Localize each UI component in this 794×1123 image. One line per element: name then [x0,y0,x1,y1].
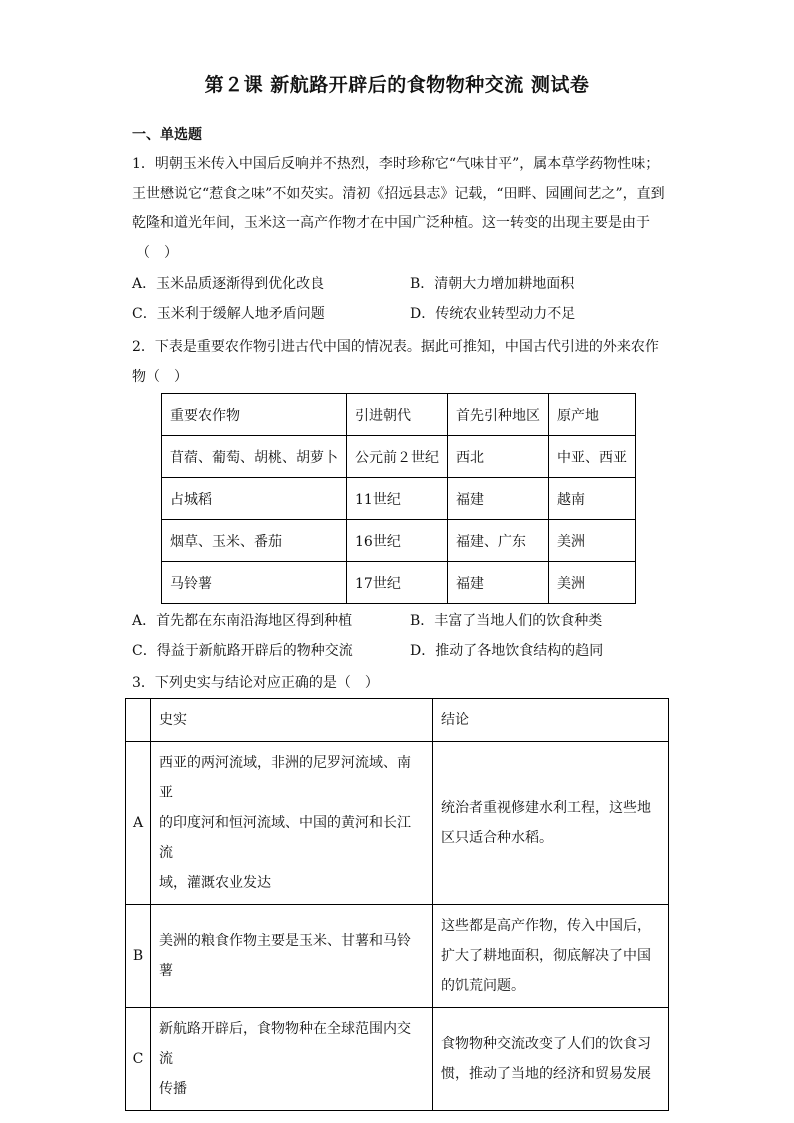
option-a: A．首先都在东南沿海地区得到种植 [132,613,353,629]
conclusion-line: 区只适合种水稻。 [441,830,553,846]
option-b: B．清朝大力增加耕地面积 [410,276,575,292]
table-cell: 马铃薯 [162,562,347,604]
table-header-cell: 引进朝代 [347,394,448,436]
fact-cell [151,1008,433,1111]
fact-conclusion-table [125,698,669,1111]
option-d: D．推动了各地饮食结构的趋同 [410,643,604,659]
fact-line: 美洲的粮食作物主要是玉米、甘薯和马铃薯 [159,933,411,979]
option-c: C．玉米利于缓解人地矛盾问题 [132,306,325,322]
conclusion-cell [433,1008,669,1111]
page-title: 第２课 新航路开辟后的食物物种交流 测试卷 [204,74,590,96]
question-2 [132,332,662,392]
table-row [126,742,669,905]
table-header-cell: 史实 [151,699,433,742]
table-header-cell: 首先引种地区 [448,394,549,436]
table-row [126,1008,669,1111]
table-cell: 美洲 [549,520,636,562]
question-1-line: 王世懋说它“惹食之味”不如芡实。清初《招远县志》记载，“田畔、园圃间艺之”，直到 [132,185,665,202]
table-row [162,520,636,562]
table-cell: 中亚、西亚 [549,436,636,478]
fact-line: 域，灌溉农业发达 [159,875,271,891]
question-3-stem: 3．下列史实与结论对应正确的是（ ） [132,675,379,691]
table-row [162,562,636,604]
row-label: B [126,905,151,1008]
question-1-line: （ ） [136,244,178,261]
table-cell: 美洲 [549,562,636,604]
table-cell: 西北 [448,436,549,478]
option-c: C．得益于新航路开辟后的物种交流 [132,643,353,659]
conclusion-line: 统治者重视修建水利工程，这些地 [441,800,651,816]
fact-line: 新航路开辟后，食物物种在全球范围内交流 [159,1021,411,1067]
row-label: C [126,1008,151,1111]
table-cell: 福建、广东 [448,520,549,562]
conclusion-cell [433,905,669,1008]
question-2-line: 物（ ） [132,369,188,385]
table-header-cell: 结论 [433,699,669,742]
question-2-options [132,606,672,666]
fact-line: 的印度河和恒河流域、中国的黄河和长江流 [159,815,411,861]
question-1-line: 乾隆和道光年间，玉米这一高产作物才在中国广泛种植。这一转变的出现主要是由于 [132,215,650,231]
fact-line: 西亚的两河流域，非洲的尼罗河流域、南亚 [159,755,411,801]
option-d: D．传统农业转型动力不足 [410,306,576,322]
fact-line: 传播 [159,1081,187,1097]
table-cell: 越南 [549,478,636,520]
question-2-line: 2．下表是重要农作物引进古代中国的情况表。据此可推知，中国古代引进的外来农作 [132,339,659,355]
table-cell: 17世纪 [347,562,448,604]
option-a: A．玉米品质逐渐得到优化改良 [132,276,325,292]
crop-table [161,393,636,604]
table-cell: 占城稻 [162,478,347,520]
table-cell: 公元前２世纪 [347,436,448,478]
question-1-line: 1．明朝玉米传入中国后反响并不热烈，李时珍称它“气味甘平”，属本草学药物性味； [132,156,660,172]
table-row [162,436,636,478]
table-header-row [126,699,669,742]
table-cell: 福建 [448,562,549,604]
conclusion-cell [433,742,669,905]
table-cell: 苜蓿、葡萄、胡桃、胡萝卜 [162,436,347,478]
table-row [126,905,669,1008]
row-label: A [126,742,151,905]
table-header-cell [126,699,151,742]
conclusion-line: 食物物种交流改变了人们的饮食习 [441,1036,651,1052]
fact-cell [151,742,433,905]
table-cell: 福建 [448,478,549,520]
conclusion-line: 惯，推动了当地的经济和贸易发展 [441,1066,651,1082]
question-1 [132,150,665,268]
table-cell: 11世纪 [347,478,448,520]
conclusion-line: 扩大了耕地面积，彻底解决了中国 [441,948,651,964]
table-row [162,478,636,520]
option-b: B．丰富了当地人们的饮食种类 [410,613,603,629]
table-cell: 16世纪 [347,520,448,562]
table-header-row [162,394,636,436]
table-header-cell: 原产地 [549,394,636,436]
conclusion-line: 的饥荒问题。 [441,978,525,994]
table-header-cell: 重要农作物 [162,394,347,436]
conclusion-line: 这些都是高产作物，传入中国后， [441,918,651,934]
question-1-options [132,269,672,329]
table-cell: 烟草、玉米、番茄 [162,520,347,562]
section-heading: 一、单选题 [132,127,202,143]
fact-cell [151,905,433,1008]
